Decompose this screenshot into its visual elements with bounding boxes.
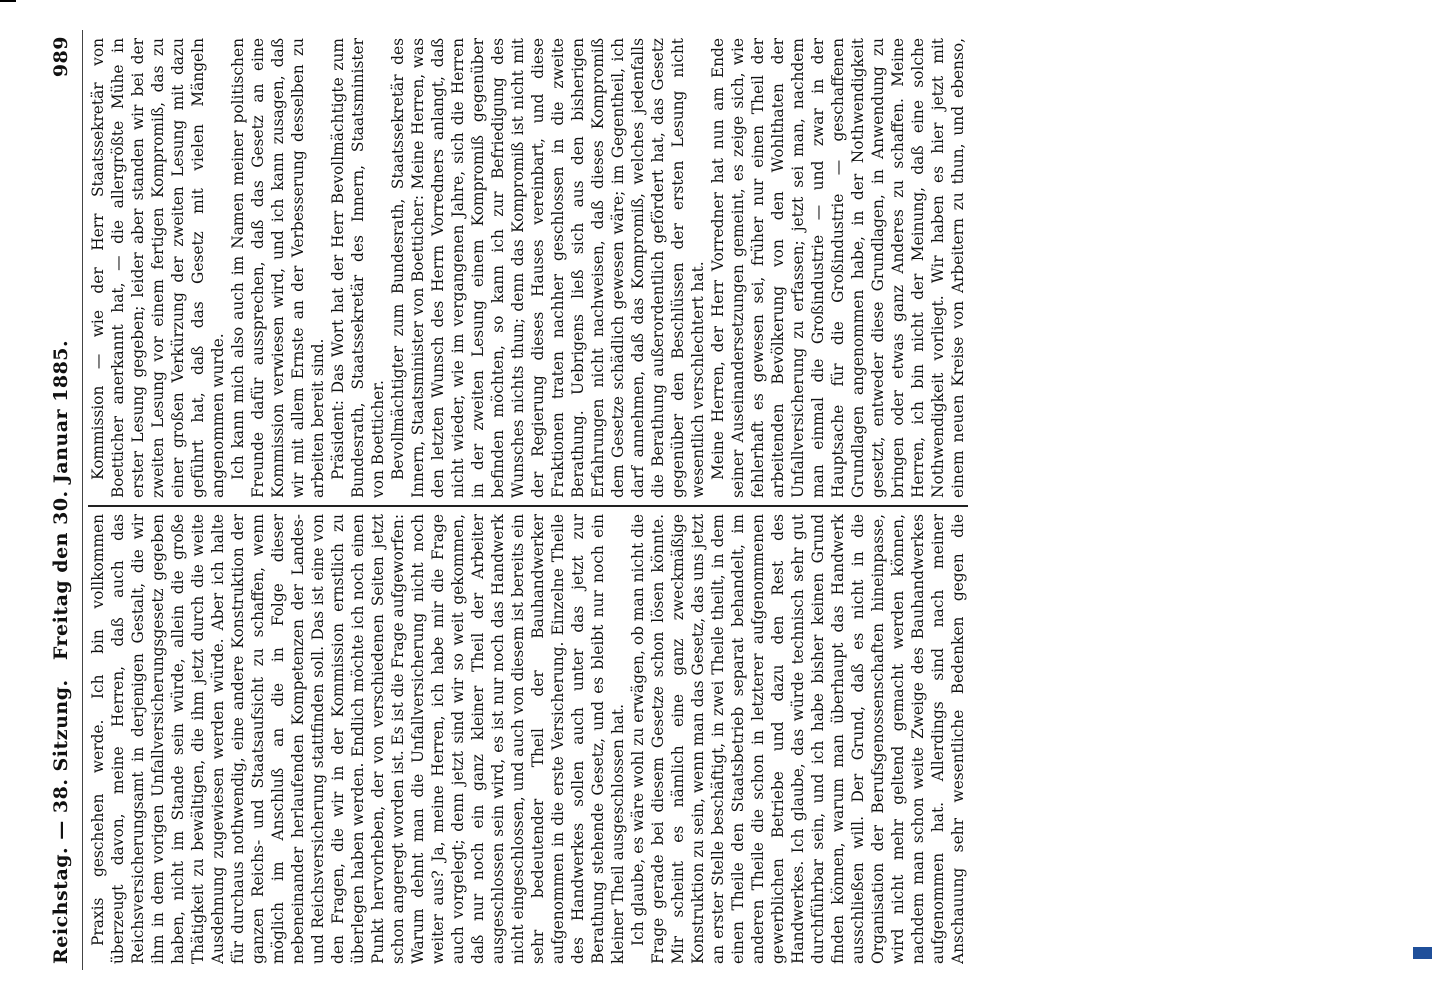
newspaper-page [46, 30, 1386, 970]
speaker-paragraph: Bevollmächtigter zum Bundesrath, Staatssekretär des Innern, Staatsminister von Boetticher: Meine Herren, was den letzten Wunsch des Herrn Vorredners anlangt, daß nicht wieder, wie im vergangenen Jahre, sich die Herren in der zweiten Lesung einem Kompromiß gegenüber befinden möchten, so kann ich zur Befriedigung des Wunsches nichts thun; denn das Kompromiß ist nicht mit der Regierung dieses Hauses vereinbart, und diese Fraktionen traten nachher geschlossen in die zweite Berathung. Uebrigens ließ sich aus den bisherigen Erfahrungen nicht nachweisen, daß dieses Kompromiß dem Gesetze schädlich gewesen wäre; im Gegentheil, ich darf annehmen, daß das Kompromiß, welches jedenfalls die Berathung außerordentlich gefördert hat, das Gesetz gegenüber den Beschlüssen der ersten Lesung nicht wesentlich verschlechtert hat. [389, 38, 707, 498]
paragraph: Ich glaube, es wäre wohl zu erwägen, ob man nicht die Frage gerade bei diesem Gesetze schon lösen könnte. Mir scheint es nämlich eine ganz zweckmäßige Konstruktion zu sein, wenn man das Gesetz, das uns jetzt an erster Stelle beschäftigt, in zwei Theile theilt, in dem einen Theile den Staatsbetrieb separat behandelt, im anderen Theile die schon in letzterer aufgenommenen gewerblichen Betriebe und dazu den Rest des Handwerkes. Ich glaube, das würde technisch sehr gut durchführbar sein, und ich habe bisher keinen Grund finden können, warum man überhaupt das Handwerk ausschließen will. Der Grund, daß es nicht in die Organisation der Berufsgenossenschaften hineinpasse, wird nicht mehr geltend gemacht werden können, nachdem man schon weite Zweige des Bauhandwerkes aufgenommen hat. Allerdings sind nach meiner Anschauung sehr wesentliche Bedenken gegen die [629, 514, 967, 964]
paragraph: Kommission — wie der Herr Staatssekretär von Boetticher anerkannt hat, — die allergrößte Mühe in erster Lesung gegeben; leider aber standen wir bei der zweiten Lesung vor einem fertigen Kompromiß, das zu einer großen Verkürzung der zweiten Lesung mit dazu geführt hat, daß das Gesetz mit vielen Mängeln angenommen wurde. [89, 38, 227, 498]
paragraph: Ich kann mich also auch im Namen meiner politischen Freunde dafür aussprechen, daß das Gesetz an eine Kommission verwiesen wird, und ich kann zusagen, daß wir mit allem Ernste an der Verbesserung desselben zu arbeiten bereit sind. [229, 38, 327, 498]
scan-corner-mark [0, 0, 16, 8]
header-date: Freitag den 30. Januar 1885. [50, 339, 72, 661]
dfg-logo [1413, 947, 1432, 959]
speaker-paragraph: Präsident: Das Wort hat der Herr Bevollmächtigte zum Bundesrath, Staatssekretär des Innern, Staatsminister von Boetticher. [329, 38, 387, 498]
page-number: 989 [50, 36, 72, 78]
paragraph: Meine Herren, der Herr Vorredner hat nun am Ende seiner Auseinandersetzungen gemeint, es zeige sich, wie fehlerhaft es gewesen sei, früher nur einen Theil der arbeitenden Bevölkerung von den Wohlthaten der Unfallversicherung zu erfassen; jetzt sei man, nachdem man einmal die Großindustrie — und zwar in der Hauptsache für die Großindustrie — geschaffenen Grundlagen angenommen habe, in der Nothwendigkeit gesetzt, entweder diese Grundlagen, in Anwendung zu bringen oder etwas ganz Anderes zu schaffen. Meine Herren, ich bin nicht der Meinung, daß eine solche Nothwendigkeit vorliegt. Wir haben es hier jetzt mit einem neuen Kreise von Arbeitern zu thun, und ebenso, [709, 38, 967, 498]
column-divider [88, 505, 968, 507]
digitization-credit [1408, 14, 1428, 974]
page-header [46, 36, 82, 964]
header-session: Reichstag. — 38. Sitzung. [50, 679, 72, 964]
header-rule [82, 30, 83, 970]
text-column-right [88, 38, 968, 498]
text-column-left [88, 514, 968, 964]
paragraph: Praxis geschehen werde. Ich bin vollkommen überzeugt davon, meine Herren, daß auch das Reichsversicherungsamt in derjenigen Gestalt, die wir ihm in dem vorigen Unfallversicherungsgesetz gegeben haben, nicht im Stande sein würde, allein die große Thätigkeit zu bewältigen, die ihm jetzt durch die weite Ausdehnung zugewiesen werden würde. Aber ich halte für durchaus nothwendig, eine andere Konstruktion der ganzen Reichs- und Staatsaufsicht zu schaffen, wenn möglich im Anschluß an die in Folge dieser nebeneinander herlaufenden Kompetenzen der Landes- und Reichsversicherung stattfinden soll. Das ist eine von den Fragen, die wir in der Kommission ernstlich zu überlegen haben werden. Endlich möchte ich noch einen Punkt hervorheben, der von verschiedenen Seiten jetzt schon angeregt worden ist. Es ist die Frage aufgeworfen: Warum dehnt man die Unfallversicherung nicht noch weiter aus? Ja, meine Herren, ich habe mir die Frage auch vorgelegt; denn jetzt sind wir so weit gekommen, daß nur noch ein ganz kleiner Theil der Arbeiter ausgeschlossen sein wird, es ist nur noch das Handwerk nicht eingeschlossen, und auch von diesem ist bereits ein sehr bedeutender Theil der Bauhandwerker aufgenommen in die erste Versicherung. Einzelne Theile des Handwerkes sollen auch unter das jetzt zur Berathung stehende Gesetz, und es bleibt nur noch ein kleiner Theil ausgeschlossen hat. [89, 514, 627, 964]
